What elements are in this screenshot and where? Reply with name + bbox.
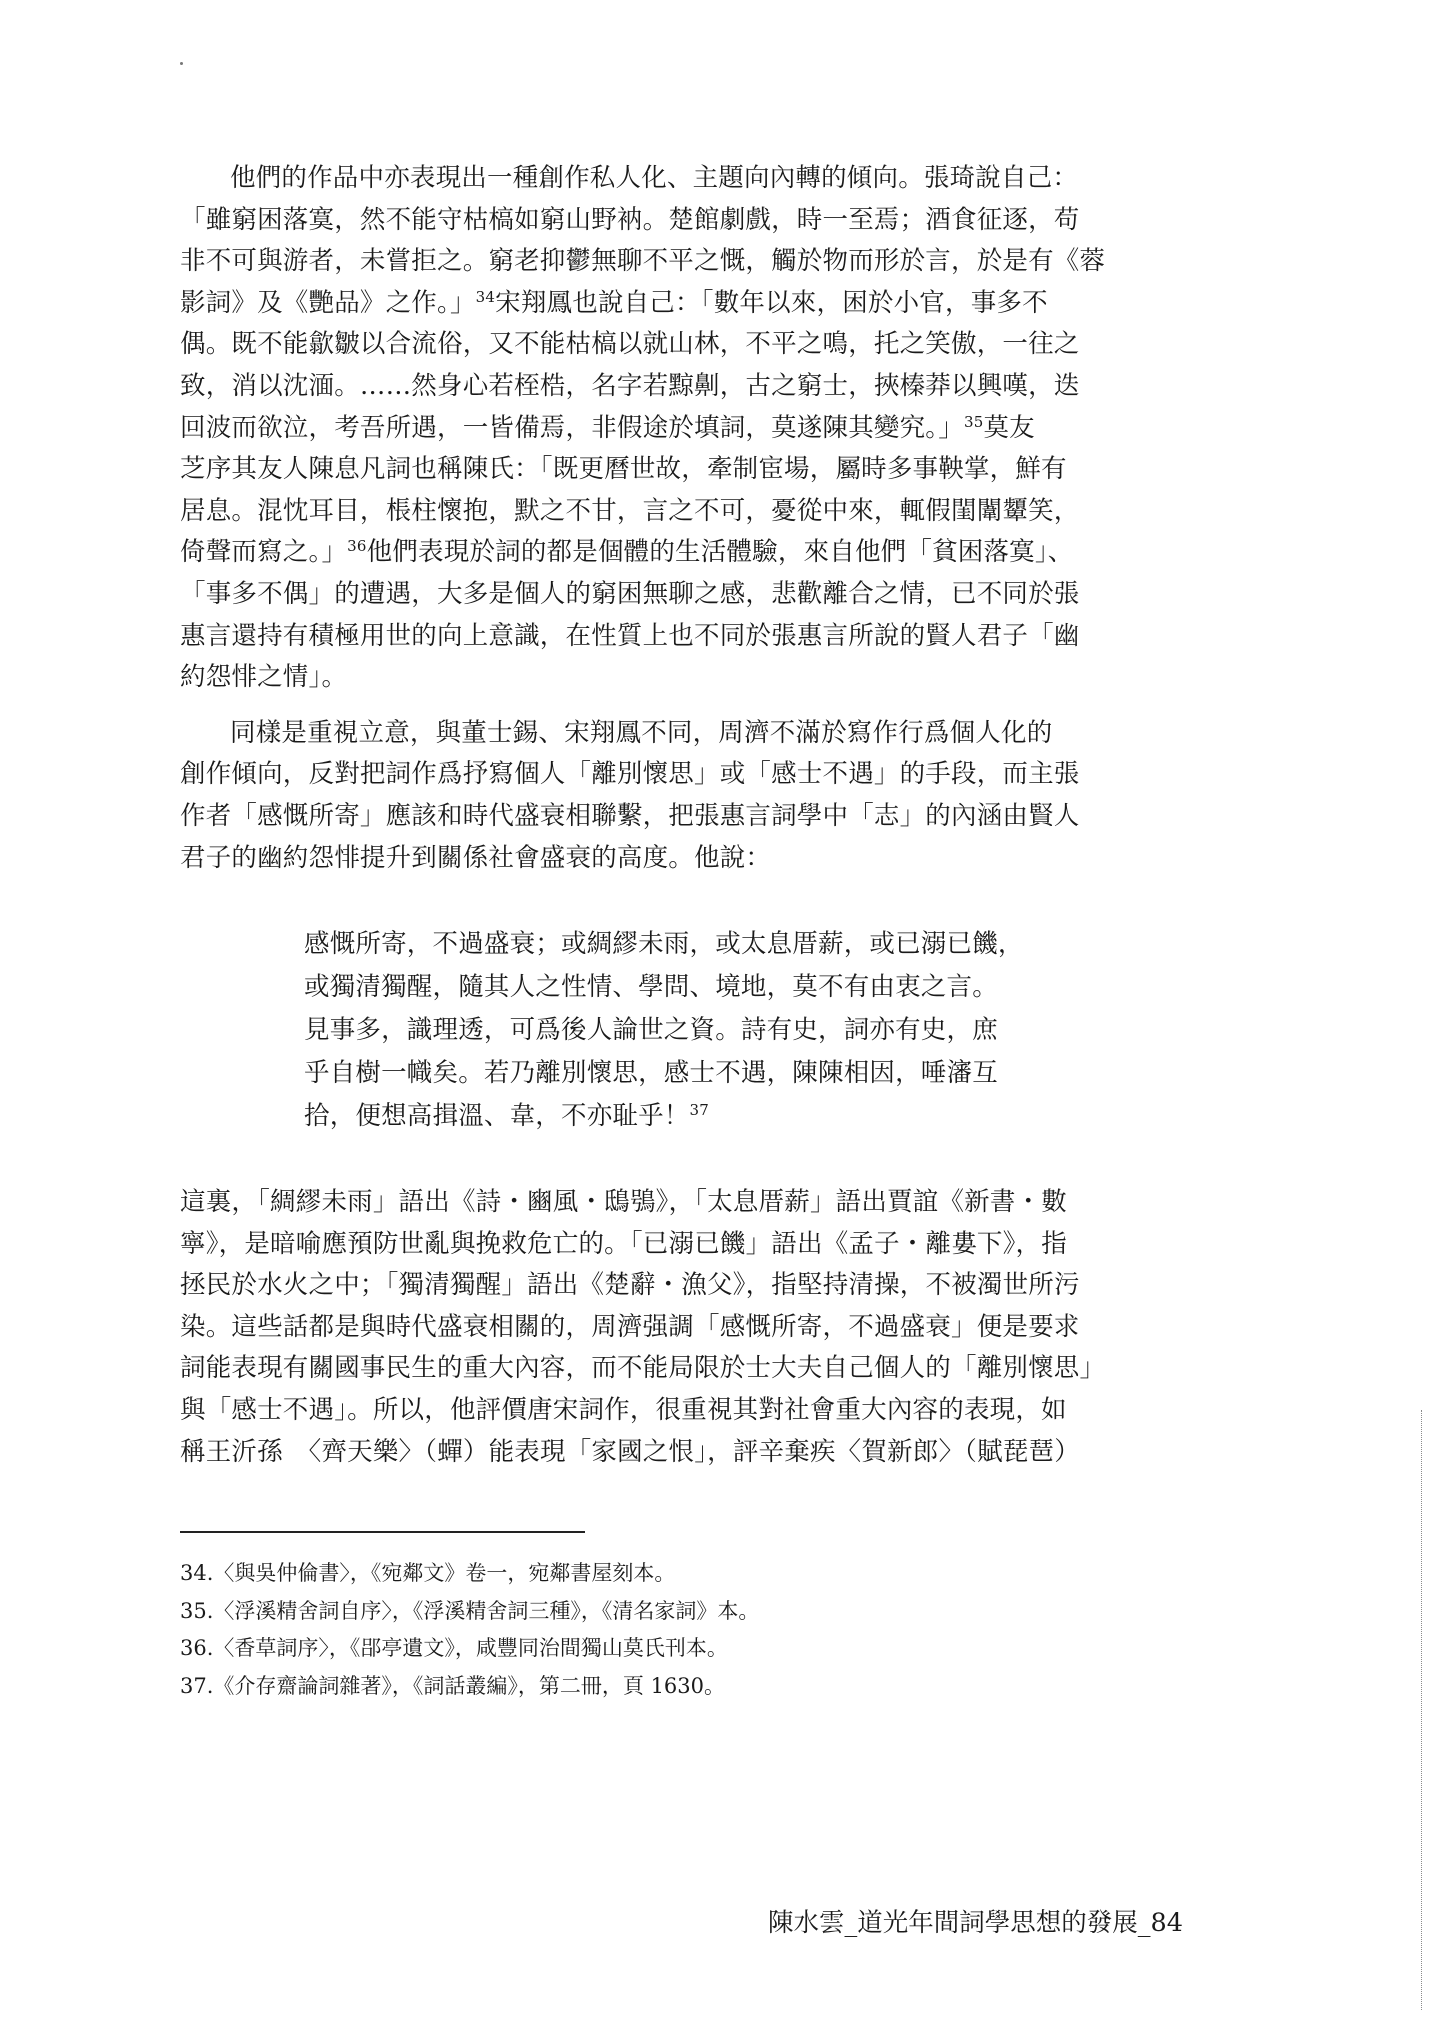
text-line: 君子的幽約怨悱提升到關係社會盛衰的高度。他說： <box>180 842 772 873</box>
text-line: 惠言還持有積極用世的向上意識，在性質上也不同於張惠言所說的賢人君子「幽 <box>180 620 1080 651</box>
text-segment: 回波而欲泣，考吾所遇，一皆備焉，非假途於填詞，莫遂陳其變究。」 <box>180 412 964 443</box>
text-line: 這裏，「綢繆未雨」語出《詩・豳風・鴟鴞》，「太息厝薪」語出賈誼《新書・數 <box>180 1187 1067 1218</box>
text-segment: 宋翔鳳也說自己：「數年以來，困於小官，事多不 <box>495 287 1048 318</box>
text-line <box>180 532 1185 574</box>
text-line: 拯民於水火之中；「獨清獨醒」語出《楚辭・漁父》，指堅持清操，不被濁世所污 <box>180 1270 1080 1301</box>
paragraph-2 <box>180 713 1185 879</box>
footnote-ref-34: 34 <box>475 287 496 306</box>
text-line: 非不可與游者，未嘗拒之。窮老抑鬱無聊不平之慨，觸於物而形於言，於是有《蓉 <box>180 246 1106 277</box>
text-line: 偶。既不能歙皺以合流俗，又不能枯槁以就山林，不平之鳴，托之笑傲，一往之 <box>180 329 1080 360</box>
paragraph-1 <box>180 158 1185 699</box>
text-line: 致，消以沈湎。……然身心若桎梏，名字若黥劓，古之窮士，挾榛莽以興嘆，迭 <box>180 370 1080 401</box>
text-line: 與「感士不遇」。所以，他評價唐宋詞作，很重視其對社會重大內容的表現，如 <box>180 1395 1067 1426</box>
text-line: 同樣是重視立意，與董士錫、宋翔鳳不同，周濟不滿於寫作行爲個人化的 <box>230 717 1053 748</box>
text-segment: 莫友 <box>983 412 1035 443</box>
footnotes <box>180 1555 1185 1705</box>
text-line <box>180 408 1185 450</box>
text-segment: 他們表現於詞的都是個體的生活體驗，來自他們「貧困落寞」、 <box>366 537 1074 568</box>
quote-line: 見事多，識理透，可爲後人論世之資。詩有史，詞亦有史，庶 <box>304 1015 998 1046</box>
block-quote <box>180 923 1185 1138</box>
text-line: 芝序其友人陳息凡詞也稱陳氏：「既更曆世故，牽制宦場，屬時多事鞅掌，鮮有 <box>180 454 1067 485</box>
text-segment: 倚聲而寫之。」 <box>180 537 348 568</box>
quote-line: 感慨所寄，不過盛衰；或綢繆未雨，或太息厝薪，或已溺已饑， <box>304 929 1024 960</box>
footnote-36: 36.〈香草詞序〉，《郘亭遺文》，咸豐同治間獨山莫氏刊本。 <box>180 1636 728 1661</box>
text-line: 詞能表現有關國事民生的重大內容，而不能局限於士大夫自己個人的「離別懷思」 <box>180 1353 1106 1384</box>
footnote-ref-35: 35 <box>963 412 984 431</box>
text-line: 寧》，是暗喻應預防世亂與挽救危亡的。「已溺已饑」語出《孟子・離婁下》，指 <box>180 1228 1067 1259</box>
text-line: 「雖窮困落寞，然不能守枯槁如窮山野衲。楚館劇戲，時一至焉；酒食征逐，苟 <box>180 204 1080 235</box>
text-segment: 影詞》及《艷品》之作。」 <box>180 287 476 318</box>
footnote-35: 35.〈浮溪精舍詞自序〉，《浮溪精舍詞三種》，《清名家詞》本。 <box>180 1598 760 1623</box>
text-line: 作者「感慨所寄」應該和時代盛衰相聯繫，把張惠言詞學中「志」的內涵由賢人 <box>180 800 1080 831</box>
text-line: 創作傾向，反對把詞作爲抒寫個人「離別懷思」或「感士不遇」的手段，而主張 <box>180 759 1080 790</box>
footnote-37: 37.《介存齋論詞雜著》，《詞話叢編》，第二冊，頁 1630。 <box>180 1673 726 1698</box>
quote-line: 或獨清獨醒，隨其人之性情、學問、境地，莫不有由衷之言。 <box>304 972 998 1003</box>
quote-line <box>304 1095 1185 1138</box>
footnote-ref-37: 37 <box>689 1101 710 1120</box>
footnote-divider <box>180 1531 585 1533</box>
main-text <box>180 158 1185 1705</box>
text-line <box>180 283 1185 325</box>
text-line: 稱王沂孫 〈齊天樂〉（蟬）能表現「家國之恨」，評辛棄疾〈賀新郎〉（賦琵琶） <box>180 1436 1080 1467</box>
quote-line: 乎自樹一幟矣。若乃離別懷思，感士不遇，陳陳相因，唾瀋互 <box>304 1058 998 1089</box>
paragraph-3 <box>180 1182 1185 1473</box>
scan-speck <box>180 62 183 65</box>
scan-margin-line <box>1421 1410 1423 2010</box>
text-line: 居息。混忱耳目，棖柱懷抱，默之不甘，言之不可，憂從中來，輒假閨闈顰笑， <box>180 495 1080 526</box>
text-line: 染。這些話都是與時代盛衰相關的，周濟强調「感慨所寄，不過盛衰」便是要求 <box>180 1311 1080 1342</box>
running-footer: 陳水雲_道光年間詞學思想的發展_84 <box>768 1908 1183 1938</box>
text-segment: 拾，便想高揖溫、韋，不亦耻乎！ <box>304 1101 690 1132</box>
text-line: 「事多不偶」的遭遇，大多是個人的窮困無聊之感，悲歡離合之情，已不同於張 <box>180 578 1080 609</box>
text-line: 約怨悱之情」。 <box>180 662 348 693</box>
footnote-ref-36: 36 <box>347 537 367 556</box>
footnote-34: 34.〈與吳仲倫書〉，《宛鄰文》卷一，宛鄰書屋刻本。 <box>180 1561 676 1586</box>
text-line: 他們的作品中亦表現出一種創作私人化、主題向內轉的傾向。張琦說自己： <box>230 163 1079 193</box>
